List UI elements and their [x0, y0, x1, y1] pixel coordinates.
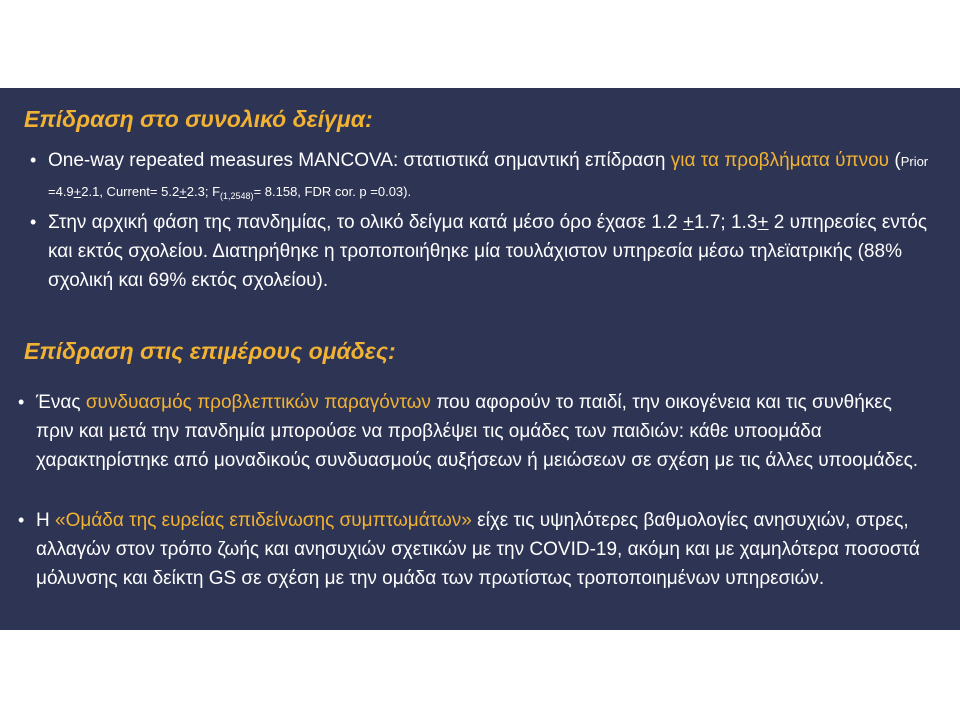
bullet-symptom-worsening-group: [14, 506, 924, 593]
bullet-dot: •: [18, 392, 25, 412]
bullet-dot: •: [18, 510, 25, 530]
bullet-text: Στην αρχική φάση της πανδημίας, το ολικό δείγμα κατά μέσο όρο έχασε 1.2: [48, 212, 683, 233]
bullet-text: είχε τις υψηλότερες βαθμολογίες ανησυχιών, στρες, αλλαγών στον τρόπο ζωής και ανησυχιών σχετικών με την COVID-19, ακόμη και με χαμηλότερα ποσοστά μόλυνσης και δείκτη GS σε σχέση με την ομάδα των πρωτίστως τροποποιημένων υπηρεσιών.: [36, 510, 920, 589]
plus-minus-symbol: +: [682, 212, 694, 233]
bullet-text: One-way repeated measures MANCOVA: στατιστικά σημαντική επίδραση: [48, 150, 671, 171]
bullet-services-lost: [26, 208, 936, 295]
plus-minus-symbol: +: [757, 212, 769, 233]
bullet-text: που αφορούν το παιδί, την οικογένεια και τις συνθήκες πριν και μετά την πανδημία μπορούσε να προβλέψει τις ομάδες των παιδιών: κάθε υποομάδα χαρακτηρίστηκε από μοναδικούς συνδυασμούς αυξήσεων ή μειώσεων σε σχέση με τις άλλες υποομάδες.: [36, 392, 919, 471]
stats-current: 2.1, Current= 5.2: [81, 184, 180, 199]
highlight-symptom-group: «Ομάδα της ευρείας επιδείνωσης συμπτωμάτων»: [55, 510, 472, 531]
stats-f-label: 2.3; F: [186, 184, 221, 199]
highlight-sleep-problems: για τα προβλήματα ύπνου: [670, 150, 890, 171]
stats-prior: Prior =4.9: [48, 154, 929, 199]
stats-end: = 8.158, FDR cor. p =0.03).: [253, 184, 412, 199]
bullet-predictive-factors: [14, 388, 924, 475]
paren-open: (: [889, 150, 901, 171]
highlight-predictive-factors: συνδυασμός προβλεπτικών παραγόντων: [85, 392, 431, 413]
bullet-text: 2 υπηρεσίες εντός και εκτός σχολείου. Διατηρήθηκε η τροποποιήθηκε μία τουλάχιστον υπηρεσία μέσω τηλεϊατρικής (88% σχολική και 69% εκτός σχολείου).: [48, 212, 928, 291]
bullet-text: Η: [36, 510, 55, 531]
bullet-dot: •: [30, 150, 37, 170]
bullet-dot: •: [30, 212, 37, 232]
section-heading-subgroups: Επίδραση στις επιμέρους ομάδες:: [24, 338, 396, 364]
bullet-mancova-result: [26, 146, 936, 211]
stats-f-subscript: (1,2548): [220, 191, 254, 201]
slide-panel: [0, 88, 960, 630]
bullet-text: 1.7; 1.3: [694, 212, 758, 233]
plus-minus-symbol: +: [73, 184, 82, 199]
section-heading-overall-sample: Επίδραση στο συνολικό δείγμα:: [24, 106, 373, 132]
bullet-text: Ένας: [36, 392, 86, 413]
plus-minus-symbol: +: [179, 184, 187, 199]
